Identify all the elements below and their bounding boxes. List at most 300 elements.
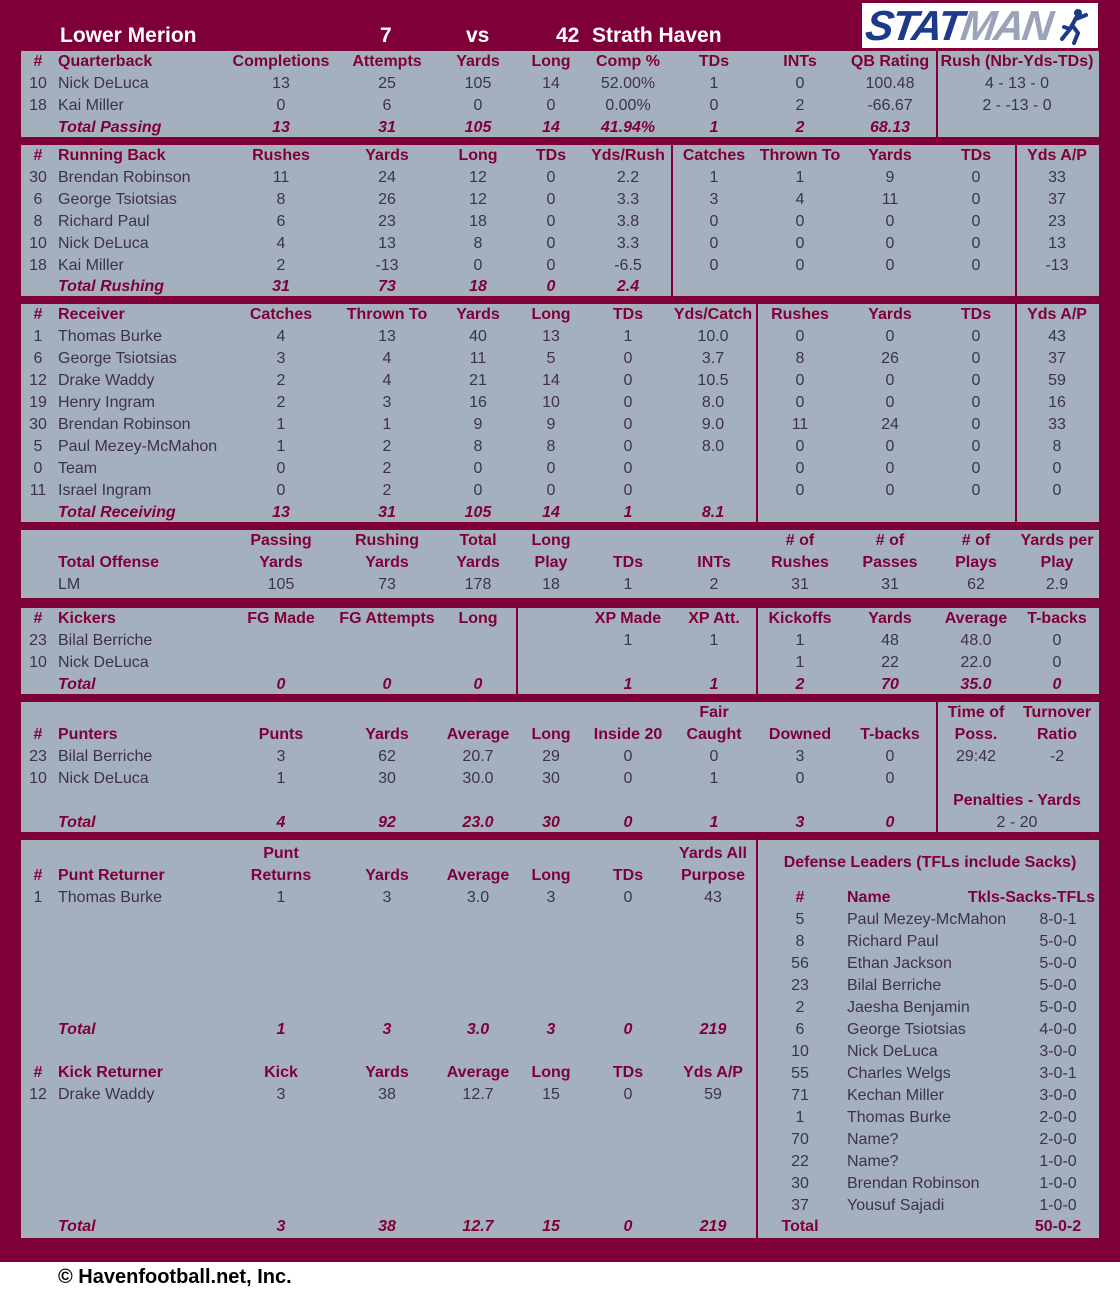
punting-row: -2 — [1049, 748, 1065, 765]
kick-return-row: Drake Waddy — [58, 1086, 155, 1103]
receiving-header: Yds/Catch — [673, 306, 753, 323]
receiving-row: 0 — [971, 394, 981, 411]
punt-return-header: Punt — [263, 845, 299, 862]
rushing-row: 13 — [378, 235, 396, 252]
defense-row: 37 — [791, 1197, 809, 1214]
kick-return-total: 38 — [378, 1218, 396, 1235]
kicking-header: XP Att. — [688, 610, 740, 627]
punting-header: Caught — [686, 726, 742, 743]
punting-total: 1 — [709, 814, 719, 831]
punt-return-header: Yards All — [679, 845, 747, 862]
penalties-value: 2 - 20 — [996, 814, 1038, 831]
receiving-row: 0 — [885, 372, 895, 389]
receiving-row: George Tsiotsias — [58, 350, 177, 367]
offense-row: 31 — [881, 576, 899, 593]
punting-row: 62 — [378, 748, 396, 765]
passing-row: 0 — [709, 97, 719, 114]
passing-row: 0 — [473, 97, 483, 114]
rushing-row: 18 — [469, 213, 487, 230]
defense-row: 5-0-0 — [1039, 999, 1077, 1016]
passing-header: Rush (Nbr-Yds-TDs) — [940, 53, 1094, 70]
rushing-total: 18 — [469, 278, 487, 295]
punt-return-header: TDs — [612, 867, 644, 884]
receiving-total: 14 — [542, 504, 560, 521]
passing-row: 1 — [709, 75, 719, 92]
receiving-row: 9.0 — [701, 416, 725, 433]
punt-return-header: Punt Returner — [58, 867, 165, 884]
passing-row: 13 — [272, 75, 290, 92]
kick-return-row: 38 — [378, 1086, 396, 1103]
receiving-row: 8 — [1052, 438, 1062, 455]
column-divider — [1015, 304, 1017, 522]
punt-return-row: Thomas Burke — [58, 889, 163, 906]
rushing-row: 0 — [473, 257, 483, 274]
rushing-header: Long — [458, 147, 498, 164]
passing-total: 1 — [709, 119, 719, 136]
rushing-row: 4 — [795, 191, 805, 208]
receiving-row: 8 — [546, 438, 556, 455]
receiving-total: 13 — [272, 504, 290, 521]
passing-total: 105 — [464, 119, 492, 136]
receiving-total: 8.1 — [701, 504, 725, 521]
receiving-row: 0 — [623, 416, 633, 433]
punting-total: 3 — [795, 814, 805, 831]
passing-row: Nick DeLuca — [58, 75, 149, 92]
rushing-row: -13 — [1045, 257, 1069, 274]
rushing-row: 8 — [473, 235, 483, 252]
defense-row: 3-0-0 — [1039, 1087, 1077, 1104]
receiving-row: 8 — [473, 438, 483, 455]
offense-row: LM — [58, 576, 81, 593]
rushing-total: 0 — [546, 278, 556, 295]
runner-icon — [1056, 7, 1092, 45]
receiving-row: 4 — [382, 372, 392, 389]
kick-return-total: 15 — [542, 1218, 560, 1235]
kicking-total: 0 — [1052, 676, 1062, 693]
defense-row: 70 — [791, 1131, 809, 1148]
defense-row: 2 — [795, 999, 805, 1016]
receiving-row: 16 — [1048, 394, 1066, 411]
passing-header: Attempts — [352, 53, 422, 70]
rushing-row: 3.3 — [616, 235, 640, 252]
defense-row: Yousuf Sajadi — [847, 1197, 945, 1214]
punt-return-row: 3 — [382, 889, 392, 906]
kick-return-header: Yards — [365, 1064, 409, 1081]
punting-header: Inside 20 — [593, 726, 663, 743]
receiving-row: 8 — [795, 350, 805, 367]
rushing-row: 10 — [29, 235, 47, 252]
punting-row: 3 — [795, 748, 805, 765]
kicking-row: 1 — [795, 632, 805, 649]
passing-row: 4 - 13 - 0 — [984, 75, 1050, 92]
column-divider — [756, 304, 758, 522]
column-divider — [936, 702, 938, 832]
rushing-row: 0 — [971, 191, 981, 208]
punting-total: 23.0 — [462, 814, 494, 831]
receiving-row: 10.5 — [697, 372, 729, 389]
defense-row: 5-0-0 — [1039, 933, 1077, 950]
passing-row: 0 — [276, 97, 286, 114]
receiving-header: Long — [531, 306, 571, 323]
punt-return-total: 3 — [546, 1021, 556, 1038]
rushing-row: 1 — [795, 169, 805, 186]
rushing-row: 9 — [885, 169, 895, 186]
receiving-row: 9 — [473, 416, 483, 433]
punting-header: Average — [446, 726, 510, 743]
punt-return-total: 3 — [382, 1021, 392, 1038]
rushing-header: # — [33, 147, 43, 164]
receiving-row: 1 — [33, 328, 43, 345]
offense-header: Yards per — [1020, 532, 1094, 549]
rushing-row: 24 — [378, 169, 396, 186]
kick-return-total: 12.7 — [462, 1218, 494, 1235]
punt-return-row: 1 — [33, 889, 43, 906]
rushing-row: -13 — [375, 257, 399, 274]
receiving-row: 0 — [623, 438, 633, 455]
kick-return-total: Total — [58, 1218, 96, 1235]
punting-row: 29 — [542, 748, 560, 765]
kick-return-total: 3 — [276, 1218, 286, 1235]
kicking-row: 1 — [709, 632, 719, 649]
offense-header: Total Offense — [58, 554, 160, 571]
kicking-row: 1 — [795, 654, 805, 671]
rushing-row: 0 — [546, 191, 556, 208]
rushing-row: Richard Paul — [58, 213, 150, 230]
rushing-row: 2 — [276, 257, 286, 274]
rushing-total: 31 — [272, 278, 290, 295]
defense-row: 56 — [791, 955, 809, 972]
receiving-row: 1 — [382, 416, 392, 433]
defense-title: Defense Leaders (TFLs include Sacks) — [783, 854, 1077, 871]
receiving-row: 2 — [382, 438, 392, 455]
rushing-header: Rushes — [252, 147, 310, 164]
kicking-header: XP Made — [594, 610, 662, 627]
passing-header: TDs — [698, 53, 730, 70]
defense-row: 3-0-0 — [1039, 1043, 1077, 1060]
passing-header: Long — [531, 53, 571, 70]
defense-row: 6 — [795, 1021, 805, 1038]
offense-row: 2.9 — [1045, 576, 1069, 593]
punting-row: 0 — [623, 748, 633, 765]
receiving-row: 0 — [276, 460, 286, 477]
rushing-row: 11 — [272, 169, 290, 186]
passing-row: 10 — [29, 75, 47, 92]
punting-row: 29:42 — [955, 748, 997, 765]
defense-row: 8 — [795, 933, 805, 950]
rushing-row: 0 — [971, 213, 981, 230]
defense-row: 1 — [795, 1109, 805, 1126]
receiving-row: 30 — [29, 416, 47, 433]
receiving-row: 0 — [623, 350, 633, 367]
receiving-row: 0 — [971, 482, 981, 499]
receiving-row: Drake Waddy — [58, 372, 155, 389]
kicking-row: Nick DeLuca — [58, 654, 149, 671]
rushing-header: Yds A/P — [1027, 147, 1087, 164]
punting-header: Downed — [768, 726, 832, 743]
receiving-row: 33 — [1048, 416, 1066, 433]
rushing-row: George Tsiotsias — [58, 191, 177, 208]
kick-return-row: 3 — [276, 1086, 286, 1103]
rushing-row: 0 — [709, 235, 719, 252]
defense-header: Tkls-Sacks-TFLs — [967, 889, 1095, 906]
defense-row: 5 — [795, 911, 805, 928]
receiving-row: 11 — [469, 350, 487, 367]
rushing-header: TDs — [960, 147, 992, 164]
defense-row: 5-0-0 — [1039, 955, 1077, 972]
defense-total: Total — [781, 1218, 819, 1235]
defense-row: 23 — [791, 977, 809, 994]
kicking-row: 1 — [623, 632, 633, 649]
kick-return-header: Kick — [264, 1064, 298, 1081]
receiving-row: 11 — [791, 416, 809, 433]
offense-header: Rushes — [771, 554, 829, 571]
kicking-row: 23 — [29, 632, 47, 649]
rushing-row: 3 — [709, 191, 719, 208]
defense-row: George Tsiotsias — [847, 1021, 966, 1038]
receiving-row: 0 — [795, 482, 805, 499]
rushing-row: 1 — [709, 169, 719, 186]
rushing-header: Thrown To — [759, 147, 841, 164]
rushing-header: Yds/Rush — [591, 147, 665, 164]
offense-header: # of — [961, 532, 991, 549]
kicking-header: Kickers — [58, 610, 116, 627]
receiving-row: 0 — [885, 460, 895, 477]
receiving-row: 0 — [546, 460, 556, 477]
passing-row: 100.48 — [865, 75, 915, 92]
receiving-row: 0 — [885, 328, 895, 345]
offense-header: Yards — [456, 554, 500, 571]
punting-total: 92 — [378, 814, 396, 831]
defense-row: Nick DeLuca — [847, 1043, 938, 1060]
logo-text-stat: STAT — [862, 2, 965, 49]
receiving-row: 3 — [276, 350, 286, 367]
punting-total: 4 — [276, 814, 286, 831]
kicking-panel — [21, 608, 1099, 694]
receiving-header: Receiver — [58, 306, 125, 323]
rushing-row: 0 — [709, 213, 719, 230]
rushing-row: 0 — [795, 235, 805, 252]
kick-return-row: 0 — [623, 1086, 633, 1103]
receiving-row: Paul Mezey-McMahon — [58, 438, 218, 455]
offense-row: 105 — [267, 576, 295, 593]
rushing-row: 0 — [546, 235, 556, 252]
receiving-row: 2 — [382, 460, 392, 477]
punting-header: Fair — [699, 704, 729, 721]
receiving-row: 2 — [276, 372, 286, 389]
punting-total: 0 — [623, 814, 633, 831]
defense-row: 8-0-1 — [1039, 911, 1077, 928]
kick-return-header: Kick Returner — [58, 1064, 163, 1081]
rushing-row: 0 — [709, 257, 719, 274]
receiving-row: 0 — [623, 372, 633, 389]
kick-return-row: 12 — [29, 1086, 47, 1103]
punting-header: Punters — [58, 726, 118, 743]
receiving-row: 0 — [795, 372, 805, 389]
column-divider — [936, 51, 938, 137]
receiving-row: 0 — [623, 482, 633, 499]
punting-header: Time of — [947, 704, 1005, 721]
defense-row: Brendan Robinson — [847, 1175, 980, 1192]
kicking-total: 0 — [473, 676, 483, 693]
rushing-row: -6.5 — [614, 257, 642, 274]
receiving-header: Yards — [868, 306, 912, 323]
passing-header: Completions — [232, 53, 330, 70]
defense-row: 55 — [791, 1065, 809, 1082]
passing-total: 14 — [542, 119, 560, 136]
kicking-total: 2 — [795, 676, 805, 693]
rushing-row: Kai Miller — [58, 257, 124, 274]
receiving-row: 0 — [1052, 460, 1062, 477]
kick-return-header: Average — [446, 1064, 510, 1081]
punting-row: 30 — [378, 770, 396, 787]
punting-row: 1 — [276, 770, 286, 787]
defense-row: 71 — [791, 1087, 809, 1104]
punting-header: Yards — [365, 726, 409, 743]
punt-return-header: Long — [531, 867, 571, 884]
punting-header: Poss. — [954, 726, 998, 743]
punt-return-total: Total — [58, 1021, 96, 1038]
receiving-header: Rushes — [771, 306, 829, 323]
offense-header: # of — [875, 532, 905, 549]
punting-total: 30 — [542, 814, 560, 831]
offense-row: 178 — [464, 576, 492, 593]
column-divider — [516, 608, 518, 694]
punting-total: Total — [58, 814, 96, 831]
kicking-header: T-backs — [1027, 610, 1087, 627]
receiving-row: 3.7 — [701, 350, 725, 367]
defense-total: 50-0-2 — [1034, 1218, 1082, 1235]
defense-row: 4-0-0 — [1039, 1021, 1077, 1038]
punt-return-row: 3 — [546, 889, 556, 906]
kicking-row: 0 — [1052, 654, 1062, 671]
rushing-row: Nick DeLuca — [58, 235, 149, 252]
punting-row: 1 — [709, 770, 719, 787]
rushing-row: 6 — [276, 213, 286, 230]
offense-header: Passing — [250, 532, 312, 549]
punting-row: 0 — [709, 748, 719, 765]
rushing-row: 0 — [971, 257, 981, 274]
kick-return-header: TDs — [612, 1064, 644, 1081]
defense-row: Bilal Berriche — [847, 977, 942, 994]
receiving-row: 0 — [971, 328, 981, 345]
rushing-header: Running Back — [58, 147, 166, 164]
receiving-row: 40 — [469, 328, 487, 345]
punt-return-total: 0 — [623, 1021, 633, 1038]
punt-return-header: # — [33, 867, 43, 884]
offense-row: 62 — [967, 576, 985, 593]
passing-row: 2 — [795, 97, 805, 114]
defense-header: # — [795, 889, 805, 906]
punting-row: 3 — [276, 748, 286, 765]
offense-header: Play — [534, 554, 568, 571]
punting-row: 30 — [542, 770, 560, 787]
rushing-row: 0 — [971, 169, 981, 186]
rushing-row: 33 — [1048, 169, 1066, 186]
defense-row: 2-0-0 — [1039, 1109, 1077, 1126]
punt-return-row: 3.0 — [466, 889, 490, 906]
punt-return-header: Purpose — [680, 867, 746, 884]
passing-row: 6 — [382, 97, 392, 114]
kicking-total: Total — [58, 676, 96, 693]
defense-row: Thomas Burke — [847, 1109, 952, 1126]
passing-row: -66.67 — [867, 97, 913, 114]
kick-return-row: 59 — [704, 1086, 722, 1103]
rushing-row: 13 — [1048, 235, 1066, 252]
defense-row: 5-0-0 — [1039, 977, 1077, 994]
rushing-row: 0 — [971, 235, 981, 252]
receiving-row: 37 — [1048, 350, 1066, 367]
offense-header: Yards — [365, 554, 409, 571]
receiving-row: 0 — [546, 482, 556, 499]
offense-header: Total — [459, 532, 497, 549]
kicking-total: 70 — [881, 676, 899, 693]
receiving-row: 0 — [33, 460, 43, 477]
offense-header: Yards — [259, 554, 303, 571]
rushing-header: Yards — [868, 147, 912, 164]
punting-header: Punts — [258, 726, 304, 743]
receiving-header: Yds A/P — [1027, 306, 1087, 323]
punt-return-total: 3.0 — [466, 1021, 490, 1038]
receiving-total: 1 — [623, 504, 633, 521]
kicking-header: Yards — [868, 610, 912, 627]
passing-total: 2 — [795, 119, 805, 136]
home-team: Lower Merion — [60, 24, 197, 47]
kicking-header: Kickoffs — [768, 610, 832, 627]
punt-return-total: 219 — [699, 1021, 727, 1038]
column-divider — [756, 608, 758, 694]
statman-logo — [862, 3, 1098, 48]
defense-row: 10 — [791, 1043, 809, 1060]
passing-row: 18 — [29, 97, 47, 114]
receiving-row: 5 — [546, 350, 556, 367]
receiving-row: Thomas Burke — [58, 328, 163, 345]
passing-row: 0 — [546, 97, 556, 114]
defense-row: 3-0-1 — [1039, 1065, 1077, 1082]
receiving-row: 19 — [29, 394, 47, 411]
passing-total: 31 — [378, 119, 396, 136]
receiving-row: 0 — [795, 438, 805, 455]
punt-return-row: 0 — [623, 889, 633, 906]
kicking-header: FG Made — [247, 610, 315, 627]
receiving-row: 0 — [473, 460, 483, 477]
punt-return-header: Average — [446, 867, 510, 884]
column-divider — [671, 145, 673, 296]
defense-row: Paul Mezey-McMahon — [847, 911, 1007, 928]
receiving-row: 4 — [382, 350, 392, 367]
kicking-header: FG Attempts — [339, 610, 435, 627]
punt-return-header: Returns — [250, 867, 312, 884]
receiving-row: Israel Ingram — [58, 482, 152, 499]
receiving-row: 8.0 — [701, 438, 725, 455]
receiving-row: 0 — [971, 460, 981, 477]
passing-total: 68.13 — [869, 119, 911, 136]
column-divider — [756, 840, 758, 1238]
rushing-row: 8 — [276, 191, 286, 208]
offense-header: Play — [1040, 554, 1074, 571]
receiving-row: 0 — [971, 350, 981, 367]
away-team: Strath Haven — [592, 24, 722, 47]
receiving-row: 0 — [971, 438, 981, 455]
receiving-row: 8.0 — [701, 394, 725, 411]
punting-row: 0 — [623, 770, 633, 787]
punting-row: 23 — [29, 748, 47, 765]
receiving-row: 16 — [469, 394, 487, 411]
receiving-row: 0 — [1052, 482, 1062, 499]
receiving-row: 26 — [881, 350, 899, 367]
kicking-total: 1 — [623, 676, 633, 693]
offense-header: TDs — [612, 554, 644, 571]
kicking-total: 1 — [709, 676, 719, 693]
